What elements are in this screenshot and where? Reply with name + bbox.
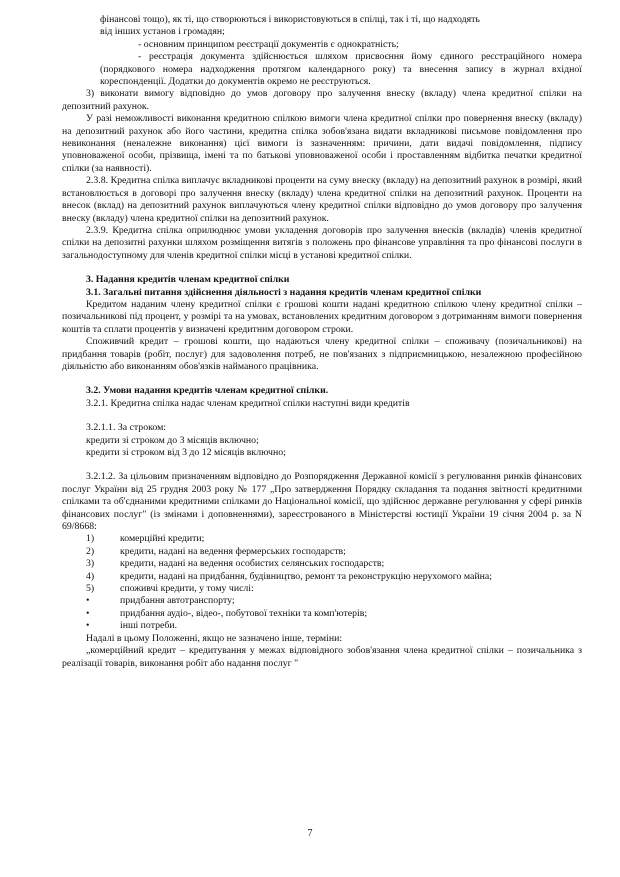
subsection-heading: 3.2. Умови надання кредитів членам кредитної спілки. bbox=[86, 385, 329, 397]
list-item-text: кредити, надані на придбання, будівництво, ремонт та реконструкцію нерухомого майна; bbox=[120, 570, 492, 582]
document-page bbox=[62, 14, 582, 670]
list-item bbox=[62, 546, 582, 558]
list-item bbox=[62, 583, 582, 595]
list-item bbox=[62, 558, 582, 570]
paragraph: У разі неможливості виконання кредитною спілкою вимоги члена кредитної спілки про повернення внеску (вкладу) на депозитний рахунок або його частини, кредитна спілка зобов'язана видати вкладникові письмове повідомлення про невиконання (неналежне виконання) цієї вимоги із зазначенням: причини, дати видачі повідомлення, підпису уповноваженої особи, прізвища, імені та по батькові уповноваженої особи і проставленням відбитка печатки кредитної спілки (за наявності). bbox=[62, 113, 582, 174]
section-heading: 3. Надання кредитів членам кредитної спілки bbox=[86, 274, 290, 286]
text-line: 3.2.1.1. За строком: bbox=[86, 422, 166, 434]
bullet-marker: • bbox=[86, 607, 90, 619]
paragraph: 2.3.9. Кредитна спілка оприлюднює умови укладення договорів про залучення внесків (вкладів) членів кредитної спілки на депозитні рахунки шляхом розміщення витягів з положень про фінансове управління та про фінансові послуги в загальнодоступному для членів кредитної спілки місці в установі кредитної спілки. bbox=[62, 224, 582, 261]
credit-types-list bbox=[62, 533, 582, 632]
list-item-text: споживчі кредити, у тому числі: bbox=[120, 583, 254, 595]
paragraph: Кредитом наданим члену кредитної спілки є грошові кошти надані кредитною спілкою члену кредитної спілки – позичальникові під процент, у розмірі та на умовах, встановлених кредитним договором з дотриманням вимоги повернення коштів та сплати процентів у визначені кредитним договором строки. bbox=[62, 298, 582, 335]
paragraph: 3) виконати вимогу відповідно до умов договору про залучення внеску (вкладу) члена кредитної спілки на депозитний рахунок. bbox=[62, 88, 582, 112]
text-line: від інших установ і громадян; bbox=[100, 26, 225, 38]
list-item bbox=[62, 571, 582, 583]
list-item-text: придбання автотранспорту; bbox=[120, 595, 235, 607]
bullet-paragraph: - основним принципом реєстрації документів є однократність; bbox=[138, 38, 399, 50]
paragraph: Надалі в цьому Положенні, якщо не зазначено інше, терміни: bbox=[86, 632, 343, 644]
list-marker: 4) bbox=[86, 570, 95, 582]
list-item-text: інші потреби. bbox=[120, 620, 178, 632]
list-item bbox=[62, 620, 582, 632]
list-item-text: комерційні кредити; bbox=[120, 533, 205, 545]
text-line: фінансові тощо), як ті, що створюються і використовуються в спілці, так і ті, що надходять bbox=[100, 14, 480, 25]
list-item-text: кредити, надані на ведення особистих селянських господарств; bbox=[120, 558, 385, 570]
paragraph: 2.3.8. Кредитна спілка виплачує вкладникові проценти на суму внеску (вкладу) на депозитний рахунок в розмірі, який встановлюється в договорі про залучення внеску (вкладу) члена кредитної спілки на депозитний рахунок. Проценти на внесок (вклад) на депозитний рахунок виплачуються члену кредитної спілки відповідно до умов договору про залучення внеску (вкладу) члена кредитної спілки на депозитний рахунок. bbox=[62, 175, 582, 224]
list-item-text: придбання аудіо-, відео-, побутової техніки та комп'ютерів; bbox=[120, 607, 368, 619]
subsection-heading: 3.1. Загальні питання здійснення діяльності з надання кредитів членам кредитної спілки bbox=[86, 286, 482, 298]
paragraph: Споживчий кредит – грошові кошти, що надаються члену кредитної спілки – споживачу (позичальникові) на придбання товарів (робіт, послуг) для задоволення потреб, не пов'язаних з підприємницькою, незалежною професійною діяльністю або виконанням обов'язків найманого працівника. bbox=[62, 336, 582, 372]
list-marker: 2) bbox=[86, 545, 95, 557]
bullet-marker: • bbox=[86, 620, 90, 632]
bullet-marker: • bbox=[86, 595, 90, 607]
list-item-text: кредити, надані на ведення фермерських господарств; bbox=[120, 545, 346, 557]
list-marker: 1) bbox=[86, 533, 95, 545]
list-marker: 5) bbox=[86, 583, 95, 595]
paragraph: „комерційний кредит – кредитування у межах відповідного зобов'язання члена кредитної спілки – позичальника з реалізації товарів, виконання робіт або надання послуг " bbox=[62, 645, 582, 669]
page-number: 7 bbox=[307, 828, 313, 839]
list-item bbox=[62, 533, 582, 545]
paragraph: 3.2.1.2. За цільовим призначенням відповідно до Розпорядження Державної комісії з регулювання ринків фінансових послуг України від 25 грудня 2003 року № 177 „Про затвердження Порядку складання та подання звітності кредитними спілками та об'єднаними кредитними спілками до Національної комісії, що здійснює державне регулювання у сфері ринків фінансових послуг" (із змінами і доповненнями), зареєстрованого в Міністерстві юстиції України 19 січня 2004 р. за N 69/8668: bbox=[62, 471, 582, 533]
list-item bbox=[62, 595, 582, 607]
list-item bbox=[62, 608, 582, 620]
list-marker: 3) bbox=[86, 558, 95, 570]
text-line: кредити зі строком до 3 місяців включно; bbox=[86, 434, 259, 446]
text-line: кредити зі строком від 3 до 12 місяців включно; bbox=[86, 447, 286, 458]
paragraph: 3.2.1. Кредитна спілка надає членам кредитної спілки наступні види кредитів bbox=[86, 397, 410, 409]
bullet-paragraph: - реєстрація документа здійснюється шляхом присвоєння йому єдиного реєстраційного номера (порядкового номера надходження протягом календарного року) та внесення запису в журнал вхідної кореспонденції. Додатки до документів окремо не реєструються. bbox=[100, 51, 582, 88]
